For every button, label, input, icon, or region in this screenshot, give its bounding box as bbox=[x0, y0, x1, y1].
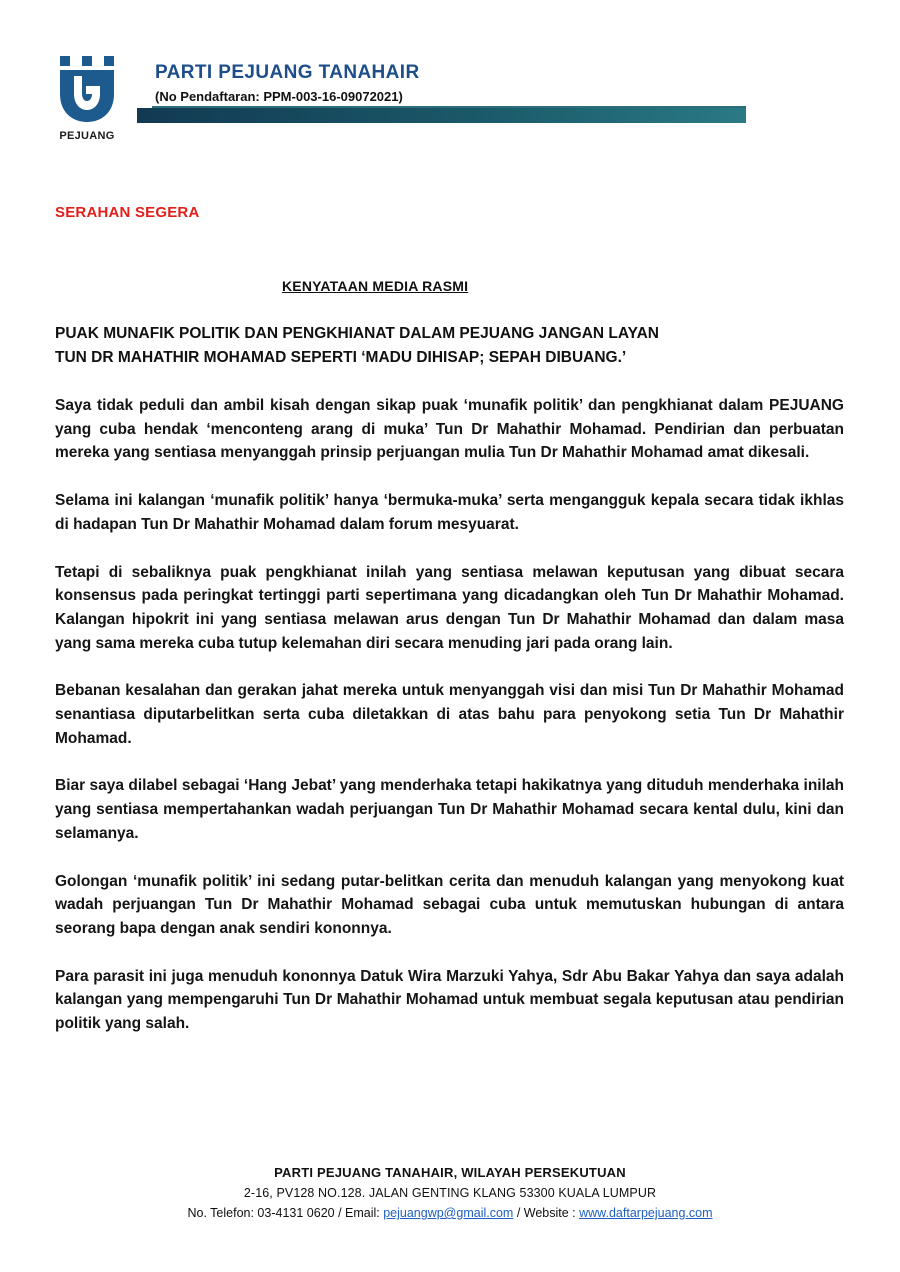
email-link[interactable]: pejuangwp@gmail.com bbox=[383, 1206, 514, 1220]
logo-label: PEJUANG bbox=[59, 130, 115, 142]
party-logo bbox=[52, 50, 122, 150]
party-name: PARTI PEJUANG TANAHAIR bbox=[155, 62, 420, 83]
footer-phone: No. Telefon: 03-4131 0620 / Email: bbox=[187, 1206, 384, 1220]
footer-contact bbox=[0, 1203, 900, 1223]
footer-org: PARTI PEJUANG TANAHAIR, WILAYAH PERSEKUTUAN bbox=[274, 1165, 626, 1180]
paragraph: Saya tidak peduli dan ambil kisah dengan sikap puak ‘munafik politik’ dan pengkhianat dalam PEJUANG yang cuba hendak ‘menconteng arang di muka’ Tun Dr Mahathir Mohamad. Pendirian dan perbuatan mereka yang sentiasa menyanggah prinsip perjuangan mulia Tun Dr Mahathir Mohamad amat dikesali. bbox=[55, 397, 844, 462]
statement-title: KENYATAAN MEDIA RASMI bbox=[282, 278, 469, 294]
headline-line-2: TUN DR MAHATHIR MOHAMAD SEPERTI ‘MADU DIHISAP; SEPAH DIBUANG.’ bbox=[55, 349, 627, 366]
headline-line-1: PUAK MUNAFIK POLITIK DAN PENGKHIANAT DALAM PEJUANG JANGAN LAYAN bbox=[55, 325, 659, 342]
footer-address: 2-16, PV128 NO.128. JALAN GENTING KLANG 53300 KUALA LUMPUR bbox=[243, 1186, 657, 1200]
footer-website-prefix: / Website : bbox=[513, 1206, 580, 1220]
website-link[interactable]: www.daftarpejuang.com bbox=[579, 1206, 713, 1220]
header-bar bbox=[137, 108, 746, 123]
paragraph: Selama ini kalangan ‘munafik politik’ hanya ‘bermuka-muka’ serta mengangguk kepala secara tidak ikhlas di hadapan Tun Dr Mahathir Mohamad dalam forum mesyuarat. bbox=[55, 492, 844, 533]
headline bbox=[55, 322, 855, 370]
footer bbox=[0, 1163, 900, 1223]
registration-number: (No Pendaftaran: PPM-003-16-09072021) bbox=[155, 89, 403, 104]
paragraph: Bebanan kesalahan dan gerakan jahat mereka untuk menyanggah visi dan misi Tun Dr Mahathir Mohamad senantiasa diputarbelitkan serta cuba diletakkan di atas bahu para penyokong setia Tun Dr Mahathir Mohamad. bbox=[55, 682, 844, 747]
paragraph: Tetapi di sebaliknya puak pengkhianat inilah yang sentiasa melawan keputusan yang dibuat secara konsensus pada peringkat tertinggi parti sepertimana yang dicadangkan oleh Tun Dr Mahathir Mohamad. Kalangan hipokrit ini yang sentiasa melawan arus dengan Tun Dr Mahathir Mohamad dan dalam masa yang sama mereka cuba tutup kelemahan diri secara menuding jari pada orang lain. bbox=[55, 563, 844, 652]
urgent-label: SERAHAN SEGERA bbox=[55, 204, 200, 221]
paragraph: Para parasit ini juga menuduh kononnya Datuk Wira Marzuki Yahya, Sdr Abu Bakar Yahya dan saya adalah kalangan yang mempengaruhi Tun Dr Mahathir Mohamad untuk membuat segala keputusan atau pendirian politik yang salah. bbox=[55, 967, 844, 1033]
pejuang-shield-icon bbox=[52, 50, 122, 128]
paragraph: Golongan ‘munafik politik’ ini sedang putar-belitkan cerita dan menuduh kalangan yang menyokong kuat wadah perjuangan Tun Dr Mahathir Mohamad sebagai cuba untuk memutuskan hubungan di antara seorang bapa dengan anak sendiri kononnya. bbox=[55, 872, 844, 937]
letterhead bbox=[0, 0, 900, 160]
paragraph: Biar saya dilabel sebagai ‘Hang Jebat’ yang menderhaka tetapi hakikatnya yang dituduh menderhaka inilah yang sentiasa mempertahankan wadah perjuangan Tun Dr Mahathir Mohamad secara kental dulu, kini dan selamanya. bbox=[55, 777, 844, 842]
statement-body bbox=[55, 394, 844, 1060]
